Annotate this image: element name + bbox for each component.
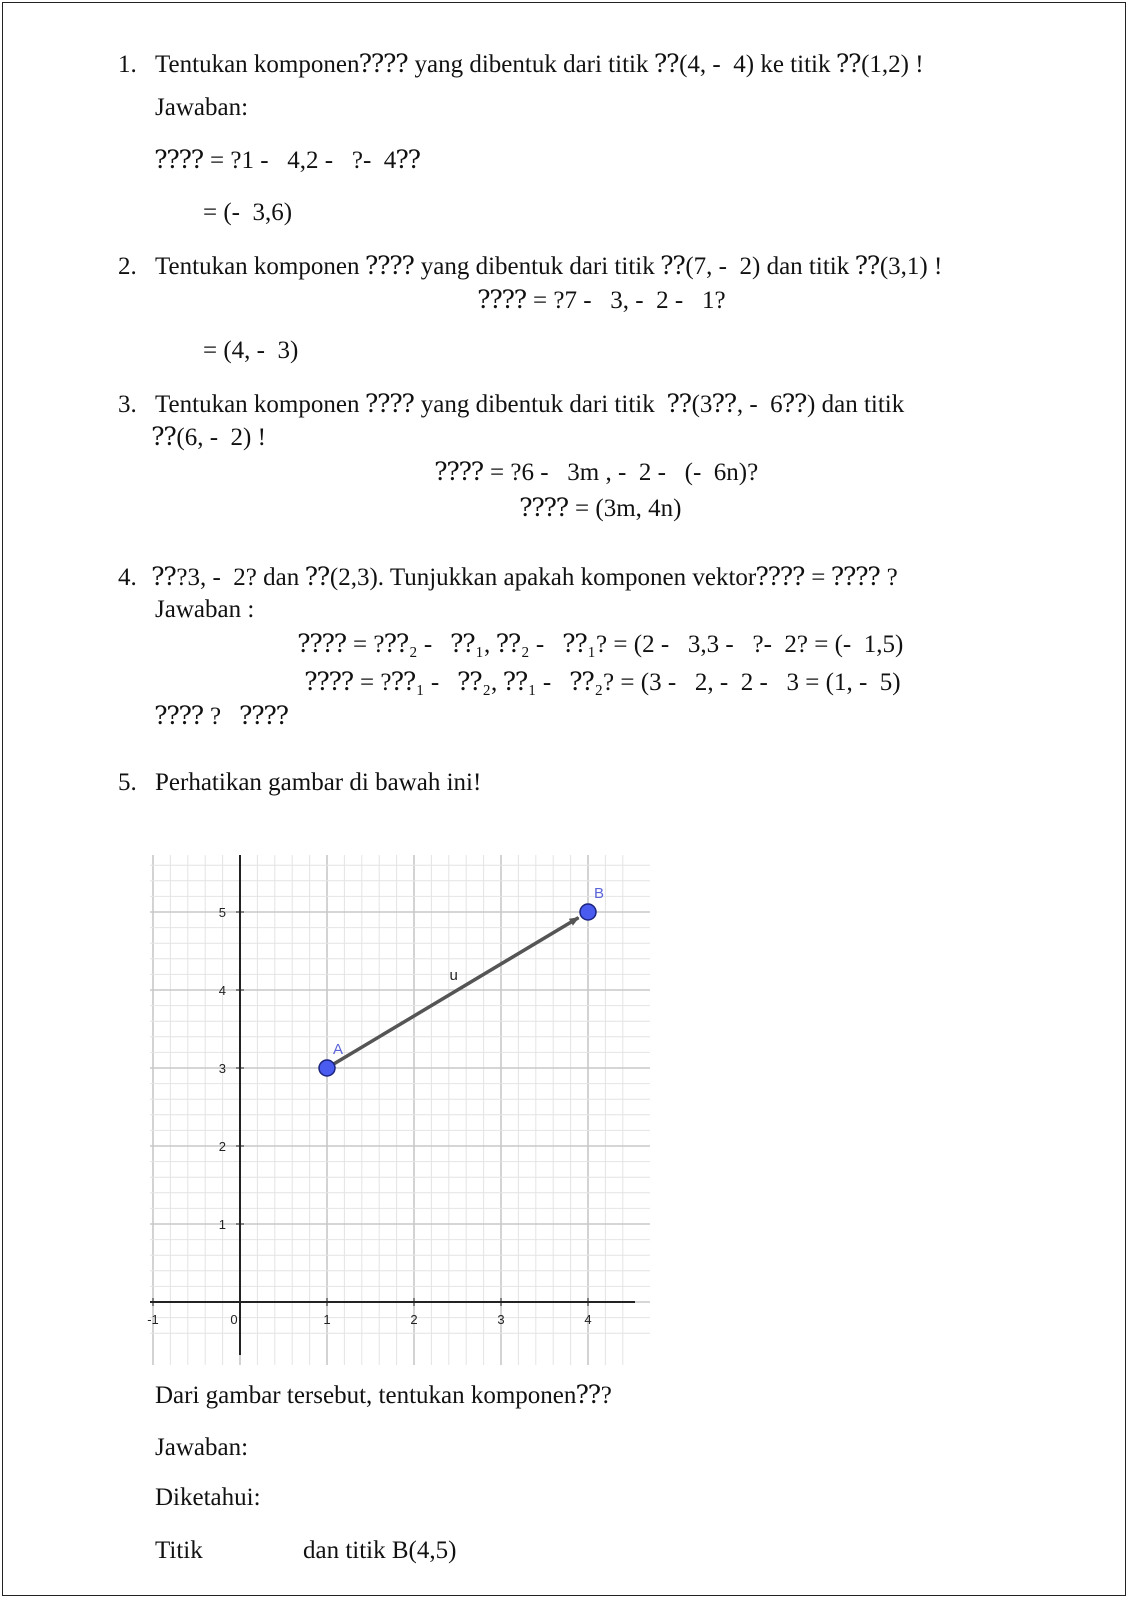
x-tick-label: 3 xyxy=(497,1312,505,1327)
q5-answer-label: Jawaban: xyxy=(155,1434,249,1461)
q3-prompt-continued: ⁇(6, - 2) ! xyxy=(152,424,266,451)
q4-prompt: ⁇?3, - 2? dan ⁇(2,3). Tunjukkan apakah komponen vektor⁇⁇ = ⁇⁇ ? xyxy=(152,564,898,591)
q2-prompt: Tentukan komponen ⁇⁇ yang dibentuk dari titik ⁇(7, - 2) dan titik ⁇(3,1) ! xyxy=(155,253,943,280)
q3-number: 3. xyxy=(118,391,137,418)
point-a xyxy=(319,1060,335,1076)
q2-number: 2. xyxy=(118,253,137,280)
q5-question: Dari gambar tersebut, tentukan komponen⁇? xyxy=(155,1382,612,1409)
q1-answer-line-2: = (- 3,6) xyxy=(203,199,293,226)
q1-answer-label: Jawaban: xyxy=(155,94,249,121)
q1-prompt: Tentukan komponen⁇⁇ yang dibentuk dari titik ⁇(4, - 4) ke titik ⁇(1,2) ! xyxy=(155,51,924,78)
x-tick-label: 0 xyxy=(230,1312,238,1327)
q3-answer-line-2: ⁇⁇ = (3m, 4n) xyxy=(520,495,682,522)
q5-points-point-b: dan titik B(4,5) xyxy=(303,1537,457,1564)
q1-number: 1. xyxy=(118,51,137,78)
q3-prompt: Tentukan komponen ⁇⁇ yang dibentuk dari titik ⁇(3⁇, - 6⁇) dan titik xyxy=(155,391,905,418)
q4-answer-line-2: ⁇⁇ = ?⁇₁ - ⁇₂, ⁇₁ - ⁇₂? = (3 - 2, - 2 - 3 = (1, - 5) xyxy=(305,669,901,696)
x-tick-label: 4 xyxy=(584,1312,592,1327)
q5-points-point-a: Titik xyxy=(155,1537,203,1564)
y-tick-label: 1 xyxy=(218,1217,226,1232)
q5-prompt: Perhatikan gambar di bawah ini! xyxy=(155,769,482,796)
y-tick-label: 3 xyxy=(218,1061,226,1076)
x-tick-label: -1 xyxy=(147,1312,159,1327)
coordinate-graph xyxy=(147,855,650,1365)
q3-answer-line-1: ⁇⁇ = ?6 - 3m , - 2 - (- 6n)? xyxy=(435,459,759,486)
q4-number: 4. xyxy=(118,564,137,591)
q2-answer-line-2: = (4, - 3) xyxy=(203,337,299,364)
q4-answer-line-3: ⁇⁇ ? ⁇⁇ xyxy=(155,703,289,730)
y-tick-label: 5 xyxy=(218,905,226,920)
q4-answer-line-1: ⁇⁇ = ?⁇₂ - ⁇₁, ⁇₂ - ⁇₁? = (2 - 3,3 - ?- 2? = (- 1,5) xyxy=(298,631,904,658)
y-tick-label: 2 xyxy=(218,1139,226,1154)
q1-answer-line-1: ⁇⁇ = ?1 - 4,2 - ?- 4⁇ xyxy=(155,147,421,174)
q2-answer-line-1: ⁇⁇ = ?7 - 3, - 2 - 1? xyxy=(478,287,726,314)
x-tick-label: 2 xyxy=(410,1312,418,1327)
q4-answer-label: Jawaban : xyxy=(155,596,255,623)
point-a-label: A xyxy=(333,1041,344,1058)
q5-number: 5. xyxy=(118,769,137,796)
vector-u-arrow xyxy=(327,918,579,1068)
q5-known-label: Diketahui: xyxy=(155,1484,261,1511)
vector-u-label: u xyxy=(449,967,458,984)
y-tick-label: 4 xyxy=(218,983,226,998)
x-tick-label: 1 xyxy=(323,1312,331,1327)
point-b-label: B xyxy=(594,885,605,902)
point-b xyxy=(580,904,596,920)
